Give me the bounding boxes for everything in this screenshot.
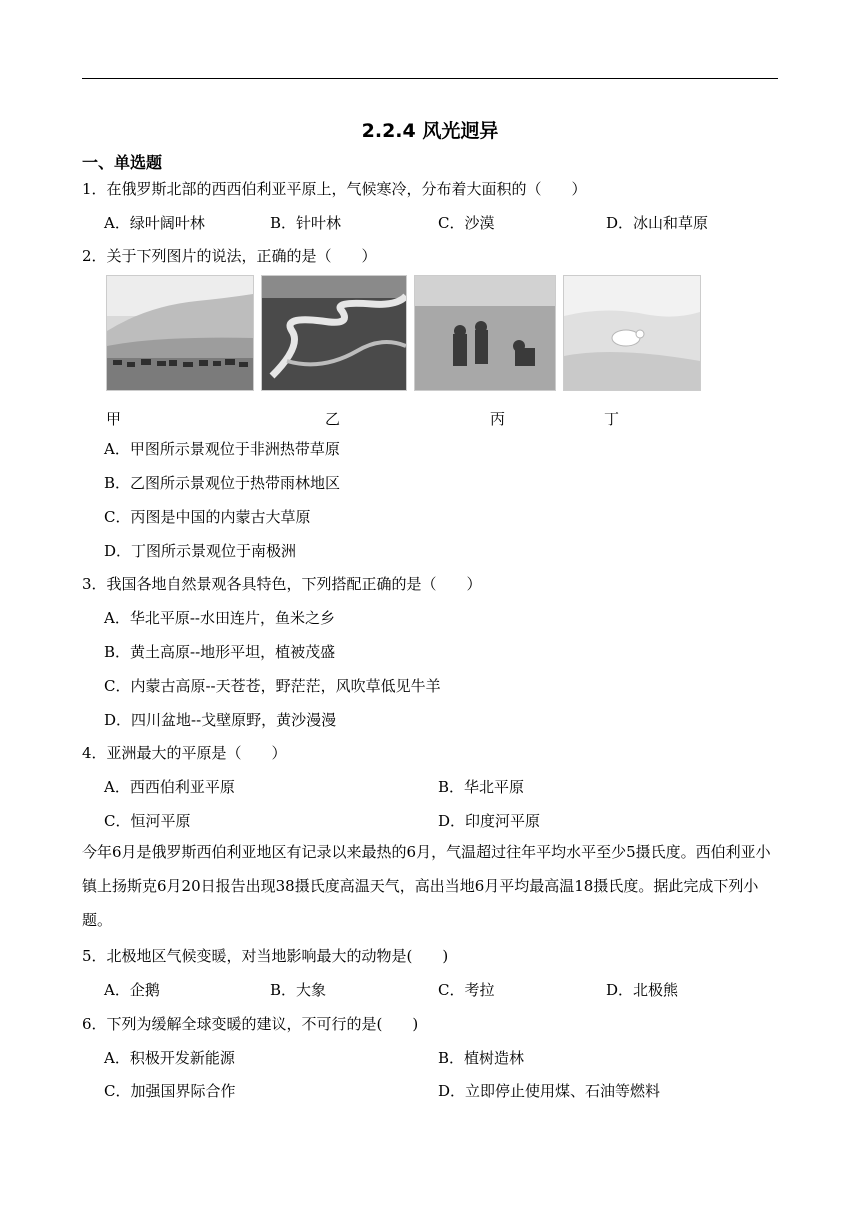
photo-caption-bing: 丙 <box>490 410 506 428</box>
question-5-option-d[interactable]: D．北极熊 <box>606 981 679 999</box>
question-6-option-c[interactable]: C．加强国界际合作 <box>104 1082 236 1100</box>
question-4-option-a[interactable]: A．西西伯利亚平原 <box>104 778 235 796</box>
question-4-option-c[interactable]: C．恒河平原 <box>104 812 191 830</box>
section-heading: 一、单选题 <box>82 153 163 172</box>
question-1-option-b[interactable]: B．针叶林 <box>270 214 342 232</box>
photo-ding-polar-bear <box>563 275 701 391</box>
question-5-option-a[interactable]: A．企鹅 <box>104 981 160 999</box>
question-6-option-b[interactable]: B．植树造林 <box>438 1049 525 1067</box>
photo-bing-cheetahs <box>414 275 556 391</box>
question-6-stem: 6．下列为缓解全球变暖的建议，不可行的是( ) <box>82 1015 419 1033</box>
question-3-option-c[interactable]: C．内蒙古高原--天苍苍，野茫茫，风吹草低见牛羊 <box>104 677 441 695</box>
reading-passage: 今年6月是俄罗斯西伯利亚地区有记录以来最热的6月，气温超过往年平均水平至少5摄氏度。西伯利亚小镇上扬斯克6月20日报告出现38摄氏度高温天气，高出当地6月平均最高温18摄氏度。据此完成下列小题。 <box>82 843 771 929</box>
question-2-stem: 2．关于下列图片的说法，正确的是（ ） <box>82 247 377 265</box>
page-title: 2.2.4 风光迥异 <box>361 120 499 142</box>
question-3-stem: 3．我国各地自然景观各具特色，下列搭配正确的是（ ） <box>82 575 482 593</box>
question-2-option-a[interactable]: A．甲图所示景观位于非洲热带草原 <box>104 440 340 458</box>
question-5-option-c[interactable]: C．考拉 <box>438 981 495 999</box>
question-2-option-b[interactable]: B．乙图所示景观位于热带雨林地区 <box>104 474 341 492</box>
question-2-option-c[interactable]: C．丙图是中国的内蒙古大草原 <box>104 508 311 526</box>
photo-yi-river-aerial <box>261 275 407 391</box>
question-1-option-d[interactable]: D．冰山和草原 <box>606 214 709 232</box>
question-1-option-c[interactable]: C．沙漠 <box>438 214 495 232</box>
question-4-stem: 4．亚洲最大的平原是（ ） <box>82 744 287 762</box>
question-5-stem: 5．北极地区气候变暖，对当地影响最大的动物是( ) <box>82 947 449 965</box>
question-5-option-b[interactable]: B．大象 <box>270 981 327 999</box>
question-6-option-a[interactable]: A．积极开发新能源 <box>104 1049 235 1067</box>
question-3-option-d[interactable]: D．四川盆地--戈壁原野，黄沙漫漫 <box>104 711 337 729</box>
question-1-option-a[interactable]: A．绿叶阔叶林 <box>104 214 205 232</box>
question-4-option-d[interactable]: D．印度河平原 <box>438 812 541 830</box>
photo-caption-jia: 甲 <box>106 410 122 428</box>
question-2-option-d[interactable]: D．丁图所示景观位于南极洲 <box>104 542 297 560</box>
question-1-stem: 1．在俄罗斯北部的西西伯利亚平原上，气候寒冷，分布着大面积的（ ） <box>82 180 587 198</box>
question-6-option-d[interactable]: D．立即停止使用煤、石油等燃料 <box>438 1082 661 1100</box>
question-3-option-a[interactable]: A．华北平原--水田连片，鱼米之乡 <box>104 609 335 627</box>
photo-caption-ding: 丁 <box>604 410 620 428</box>
header-rule <box>82 78 778 79</box>
question-3-option-b[interactable]: B．黄土高原--地形平坦，植被茂盛 <box>104 643 336 661</box>
question-4-option-b[interactable]: B．华北平原 <box>438 778 525 796</box>
photo-jia-grassland <box>106 275 254 391</box>
photo-caption-yi: 乙 <box>325 410 341 428</box>
